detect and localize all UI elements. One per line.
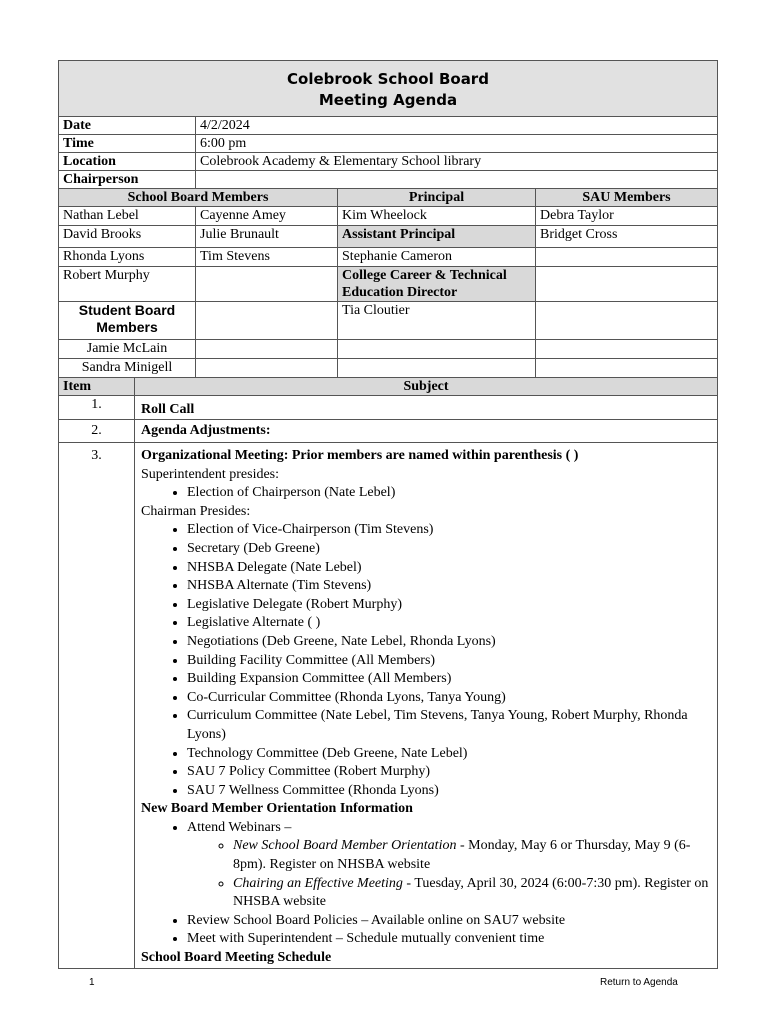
webinar-details: - Tuesday, April 30, 2024 (6:00-7:30 pm). Register on NHSBA website <box>233 875 709 910</box>
empty-cell <box>536 340 718 359</box>
info-row-date <box>59 117 718 135</box>
list-item: • NHSBA Alternate (Tim Stevens) <box>187 577 713 596</box>
webinar-item <box>233 837 713 874</box>
agenda-row <box>59 420 718 443</box>
empty-cell <box>338 359 536 378</box>
orientation-heading: New Board Member Orientation Information <box>141 801 413 817</box>
list-item: • NHSBA Delegate (Nate Lebel) <box>187 559 713 578</box>
superintendent-presides-label: Superintendent presides: <box>141 466 280 482</box>
student-name: Jamie McLain <box>59 340 196 359</box>
info-value: 4/2/2024 <box>196 117 718 135</box>
title-line-2: Meeting Agenda <box>318 91 458 109</box>
assistant-principal-name: Stephanie Cameron <box>338 248 536 267</box>
webinar-item <box>233 875 713 912</box>
empty-cell <box>536 267 718 302</box>
schedule-heading: School Board Meeting Schedule <box>141 950 332 966</box>
webinar-details: - Monday, May 6 or Thursday, May 9 (6-8pm). Register on NHSBA website <box>233 838 691 873</box>
list-item: • Meet with Superintendent – Schedule mutually convenient time <box>187 930 713 949</box>
info-label: Date <box>59 117 196 135</box>
meeting-info-table <box>58 116 718 189</box>
agenda-document <box>58 60 718 969</box>
orientation-list <box>141 819 713 949</box>
agenda-items-table <box>58 377 718 969</box>
empty-cell <box>196 267 338 302</box>
webinar-title: New School Board Member Orientation <box>233 838 457 854</box>
webinar-list <box>187 837 713 911</box>
empty-cell <box>536 248 718 267</box>
member-name: Robert Murphy <box>59 267 196 302</box>
info-row-location <box>59 153 718 171</box>
document-title <box>58 60 718 116</box>
webinar-title: Chairing an Effective Meeting <box>233 875 403 891</box>
member-name: Julie Brunault <box>196 226 338 248</box>
student-name: Sandra Minigell <box>59 359 196 378</box>
sau-members-header: SAU Members <box>536 189 718 207</box>
members-table <box>58 188 718 378</box>
list-item: • Legislative Delegate (Robert Murphy) <box>187 596 713 615</box>
page-number: 1 <box>89 977 95 988</box>
empty-cell <box>196 302 338 340</box>
member-name: Tim Stevens <box>196 248 338 267</box>
empty-cell <box>338 340 536 359</box>
list-item: • Review School Board Policies – Available online on SAU7 website <box>187 912 713 931</box>
cte-director-name: Tia Cloutier <box>338 302 536 340</box>
attend-webinars-label: Attend Webinars – <box>187 819 292 835</box>
list-item: • Building Expansion Committee (All Members) <box>187 670 713 689</box>
list-item: • SAU 7 Wellness Committee (Rhonda Lyons) <box>187 782 713 801</box>
agenda-row <box>59 396 718 420</box>
item-header: Item <box>59 378 135 396</box>
member-name: Rhonda Lyons <box>59 248 196 267</box>
item-title: Roll Call <box>135 396 718 420</box>
info-row-time <box>59 135 718 153</box>
list-item: • Technology Committee (Deb Greene, Nate Lebel) <box>187 745 713 764</box>
info-value: Colebrook Academy & Elementary School library <box>196 153 718 171</box>
title-line-1: Colebrook School Board <box>287 70 489 88</box>
info-label: Chairperson <box>59 171 196 189</box>
chairman-list <box>141 521 713 800</box>
list-item: • SAU 7 Policy Committee (Robert Murphy) <box>187 763 713 782</box>
item-title: Agenda Adjustments: <box>135 420 718 443</box>
empty-cell <box>196 359 338 378</box>
agenda-row <box>59 443 718 969</box>
principal-header: Principal <box>338 189 536 207</box>
info-value: 6:00 pm <box>196 135 718 153</box>
cte-director-label: College Career & Technical Education Director <box>338 267 536 302</box>
chairman-presides-label: Chairman Presides: <box>141 503 251 519</box>
empty-cell <box>536 359 718 378</box>
info-label: Time <box>59 135 196 153</box>
sau-member-name: Debra Taylor <box>536 207 718 226</box>
info-label: Location <box>59 153 196 171</box>
return-to-agenda-link[interactable]: Return to Agenda <box>600 977 678 988</box>
item-number: 1. <box>59 396 135 420</box>
member-name: Nathan Lebel <box>59 207 196 226</box>
info-value <box>196 171 718 189</box>
member-name: David Brooks <box>59 226 196 248</box>
list-item: • Co-Curricular Committee (Rhonda Lyons, Tanya Young) <box>187 689 713 708</box>
empty-cell <box>196 340 338 359</box>
student-board-members-header: Student Board Members <box>59 302 196 340</box>
list-item: • Building Facility Committee (All Members) <box>187 652 713 671</box>
superintendent-list <box>141 484 713 503</box>
assistant-principal-label: Assistant Principal <box>338 226 536 248</box>
list-item: • Curriculum Committee (Nate Lebel, Tim Stevens, Tanya Young, Robert Murphy, Rhonda Lyons) <box>187 707 713 744</box>
list-item: • Legislative Alternate ( ) <box>187 614 713 633</box>
principal-name: Kim Wheelock <box>338 207 536 226</box>
item-number: 3. <box>59 443 135 969</box>
list-item: • Election of Chairperson (Nate Lebel) <box>187 484 713 503</box>
list-item <box>187 819 713 912</box>
member-name: Cayenne Amey <box>196 207 338 226</box>
item-body <box>135 443 718 969</box>
item-number: 2. <box>59 420 135 443</box>
list-item: • Election of Vice-Chairperson (Tim Stevens) <box>187 521 713 540</box>
sau-member-name: Bridget Cross <box>536 226 718 248</box>
list-item: • Secretary (Deb Greene) <box>187 540 713 559</box>
empty-cell <box>536 302 718 340</box>
school-board-members-header: School Board Members <box>59 189 338 207</box>
info-row-chairperson <box>59 171 718 189</box>
subject-header: Subject <box>135 378 718 396</box>
list-item: • Negotiations (Deb Greene, Nate Lebel, Rhonda Lyons) <box>187 633 713 652</box>
item-title: Organizational Meeting: Prior members are named within parenthesis ( ) <box>141 448 579 463</box>
